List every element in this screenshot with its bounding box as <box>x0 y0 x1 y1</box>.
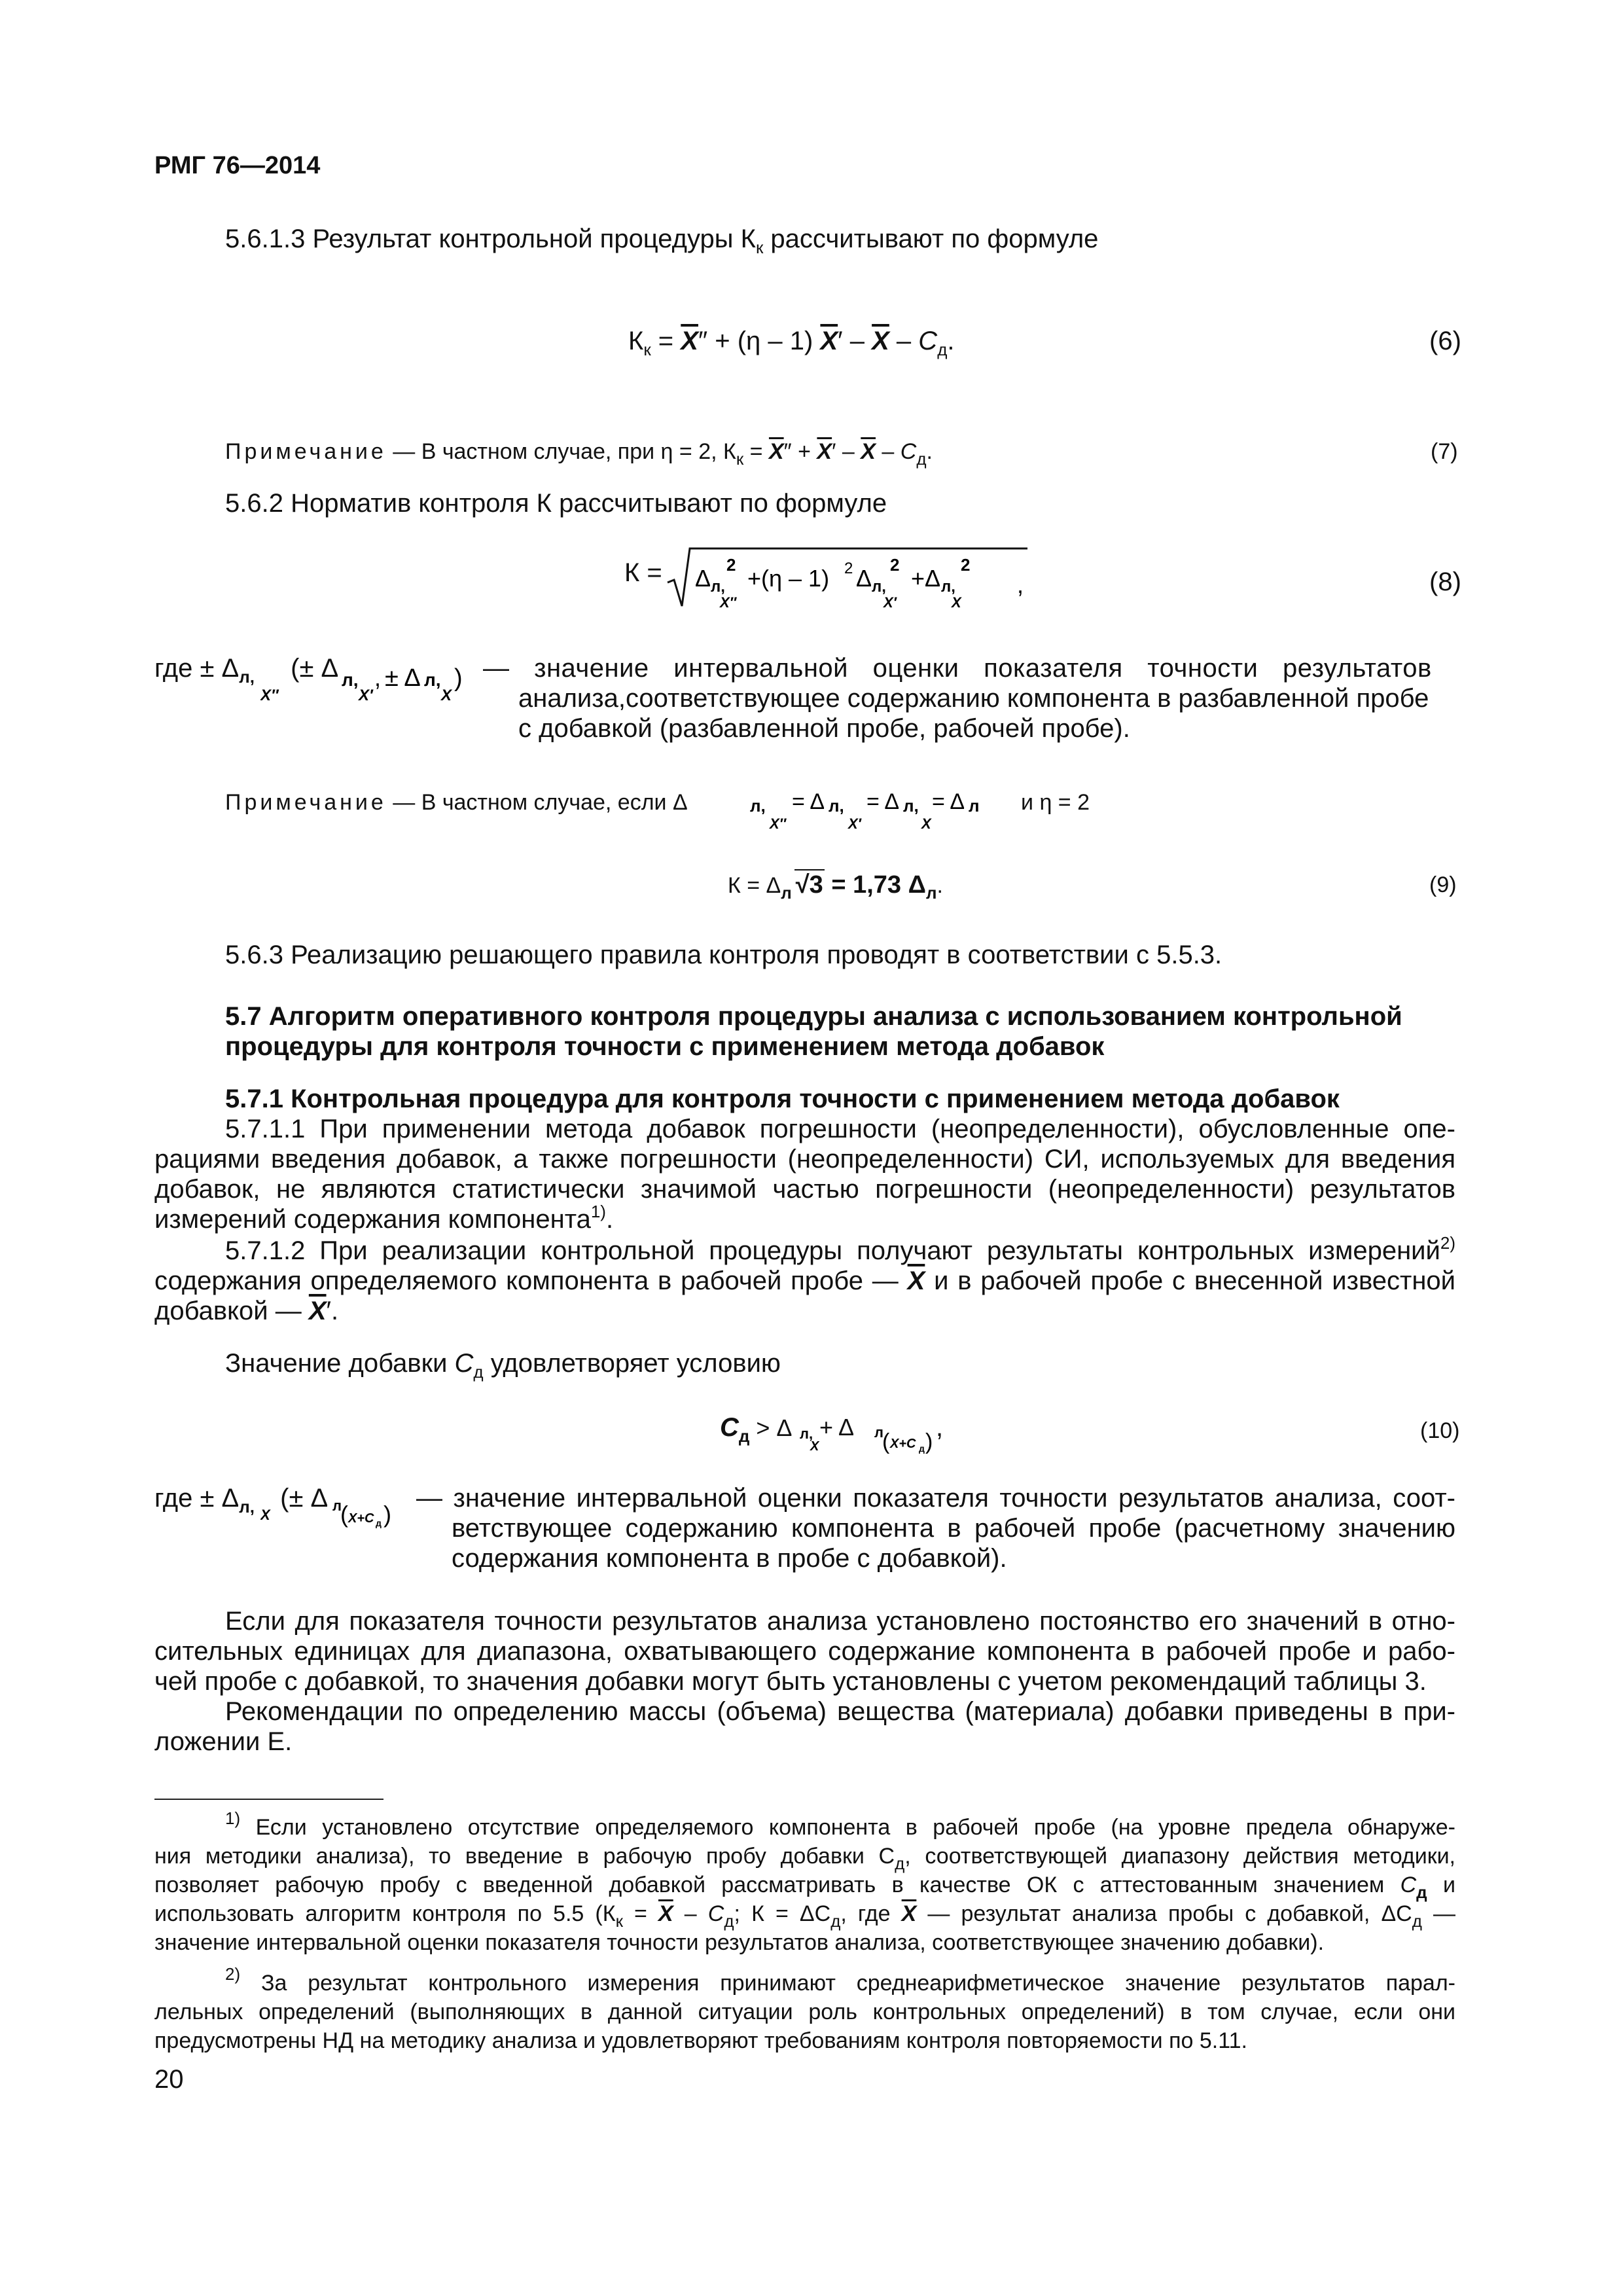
delta-subscript: л <box>969 796 980 816</box>
formula-10-number: (10) <box>1420 1418 1460 1443</box>
subscript: д <box>1412 1911 1422 1931</box>
footnote-2-text: За результат контрольного измерения принимают среднеарифметическое значение результатов парал- <box>260 1971 1455 1996</box>
subscript: д <box>916 449 927 469</box>
c-symbol: C <box>707 1901 724 1926</box>
where-lead-text: где ± Δ <box>154 654 240 683</box>
para-5-7-1-1-text: измерений содержания компонента <box>154 1205 591 1234</box>
subscript: л, <box>239 1497 255 1516</box>
delta-subscript: л <box>874 1424 883 1441</box>
prime-mark: ′ <box>326 1297 332 1325</box>
section-5-7-1-title: 5.7.1 Контрольная процедура для контроля точности с применением метода добавок <box>225 1085 1340 1113</box>
x-bar-sub: X <box>260 1507 270 1523</box>
sqrt-value: 3 <box>809 871 823 899</box>
c-symbol: C <box>720 1413 739 1442</box>
page-number: 20 <box>154 2065 184 2094</box>
close-paren: ) <box>925 1429 933 1454</box>
footnote-mark-2: 2) <box>225 1964 241 1984</box>
footnote-2-line-1 <box>225 1964 1455 1998</box>
para-5-7-1-2-text: добавкой — <box>154 1297 309 1325</box>
footnote-1-line-1 <box>225 1808 1455 1842</box>
c-symbol: С <box>1400 1873 1417 1897</box>
formula-10-comma: , <box>936 1413 944 1442</box>
where-10-desc-2: ветствующее содержанию компонента в рабочей пробе (расчетному значению <box>452 1514 1455 1543</box>
x-double-prime-sub: X″ <box>770 816 787 832</box>
note-label: Примечание <box>225 790 387 815</box>
para-5-7-1-1-line-3: добавок, не являются статистически значимой частью погрешности (неопределенности) результатов <box>154 1175 1455 1204</box>
formula-6-lhs: К <box>628 327 644 355</box>
para-5-7-1-2-line-1 <box>225 1234 1455 1267</box>
section-5-6-2: 5.6.2 Норматив контроля К рассчитывают по формуле <box>225 489 887 518</box>
formula-7-number: (7) <box>1431 439 1458 464</box>
formula-6-number: (6) <box>1429 327 1461 355</box>
where-8-subscripts <box>260 666 509 706</box>
x-prime: $\overline{X}$ <box>308 1297 327 1325</box>
formula-9 <box>728 869 943 903</box>
formula-6-mid: + (η – 1) <box>707 327 821 355</box>
x-prime-sub: X′ <box>848 816 861 832</box>
delta-subscript: л, <box>941 578 955 596</box>
x-bar: $\overline{X}$ <box>658 1901 673 1926</box>
note-9-text: — В частном случае, если Δ <box>386 790 688 815</box>
minus-sign: – <box>842 327 872 355</box>
equals-delta: = Δ <box>792 789 825 814</box>
para-5-7-1-2-text: содержания определяемого компонента в рабочей пробе — <box>154 1266 908 1295</box>
dot: . <box>947 327 955 355</box>
delta-subscript: л, <box>829 796 844 816</box>
delta-subscript: л, <box>342 670 359 690</box>
sqrt-symbol: √ <box>795 871 810 899</box>
prime-mark: ′ <box>838 327 843 355</box>
footnote-1-text: использовать алгоритм контроля по 5.5 (К <box>154 1901 616 1926</box>
footnote-1-text: — результат анализа пробы с добавкой, ΔC <box>916 1901 1412 1926</box>
subscript: д <box>738 1426 750 1446</box>
para-5-7-1-1-line-4 <box>154 1203 613 1236</box>
subscript: д <box>937 340 948 359</box>
para-5-7-1-1-line-1: 5.7.1.1 При применении метода добавок погрешности (неопределенности), обусловленные опе- <box>225 1115 1455 1143</box>
formula-8 <box>624 556 662 589</box>
footnote-1-line-2 <box>154 1842 1455 1871</box>
subscript: л <box>781 883 792 903</box>
footnote-1-line-3 <box>154 1871 1455 1902</box>
formula-8-number: (8) <box>1429 567 1461 596</box>
delta-subscript: л, <box>872 578 886 596</box>
formula-6 <box>628 325 954 357</box>
note-label: Примечание <box>225 439 387 464</box>
x-double-prime-sub: X″ <box>260 687 279 704</box>
section-5-6-1-3-tail: рассчитывают по формуле <box>763 224 1099 253</box>
delta-subscript: л, <box>424 670 441 690</box>
footnote-ref-1[interactable]: 1) <box>590 1202 606 1221</box>
c-symbol: C <box>900 439 917 464</box>
section-5-6-1-3 <box>225 223 1098 255</box>
where-paren-text: (± Δ <box>291 654 339 683</box>
square-power: 2 <box>726 555 736 575</box>
dot: . <box>926 439 933 464</box>
footnote-1-line-4 <box>154 1899 1455 1931</box>
x-double-prime-sub: X″ <box>720 594 737 609</box>
sqrt-radicand <box>794 869 825 899</box>
footnote-1-text: , соответствующей диапазону действия методики, <box>904 1844 1456 1869</box>
delta-term-3: +Δ <box>911 565 941 592</box>
equals-sign: = <box>651 327 681 355</box>
where-8-desc-2: анализа,соответствующее содержанию компонента в разбавленной пробе <box>518 684 1429 713</box>
doc-code-header: РМГ 76—2014 <box>154 152 321 179</box>
note-9-and-eta: и η = 2 <box>1021 790 1090 815</box>
subscript: д <box>895 1854 905 1873</box>
footnote-2-line-2: лельных определений (выполняющих в данной ситуации роль контрольных определений) в том случае, если они <box>154 2000 1455 2024</box>
where-lead-text: где ± Δ <box>154 1484 240 1513</box>
minus-sign: – <box>889 327 919 355</box>
dot: . <box>936 873 943 898</box>
x-bar-sub: X <box>952 594 961 609</box>
formula-9-lhs: К = Δ <box>728 873 781 898</box>
x-double-prime: $\overline{X}$ <box>681 327 698 355</box>
comma: , <box>374 666 382 691</box>
footnote-1-text: позволяет рабочую пробу с введенной добавкой рассматривать в качестве ОК с аттестованным значением <box>154 1873 1400 1897</box>
c-symbol: C <box>454 1349 474 1378</box>
equals-delta: = Δ <box>866 789 900 814</box>
section-5-7-title-line-1: 5.7 Алгоритм оперативного контроля процедуры анализа с использованием контрольной <box>225 1002 1402 1031</box>
subscript: д <box>919 1443 925 1454</box>
delta-subscript: л, <box>800 1426 813 1442</box>
subscript: д <box>376 1518 382 1528</box>
where-10-desc-3: содержания компонента в пробе с добавкой). <box>452 1544 1007 1573</box>
open-paren: ( <box>340 1501 348 1528</box>
dot: . <box>605 1205 614 1234</box>
where-10-desc-1: — значение интервальной оценки показателя точности результатов анализа, соот- <box>416 1484 1455 1513</box>
close-paren: ) <box>454 666 463 692</box>
para-constancy-line-1: Если для показателя точности результатов анализа установлено постоянство его значений в отно- <box>225 1607 1455 1636</box>
addition-condition-text <box>225 1347 781 1380</box>
footnote-1-text: , где <box>840 1901 902 1926</box>
square-power: 2 <box>961 555 971 575</box>
delta-subscript: л <box>332 1498 342 1514</box>
footnote-mark-1: 1) <box>225 1808 241 1828</box>
plus-sign: + <box>791 439 817 464</box>
comma: , <box>1017 571 1024 598</box>
greater-than-delta: > Δ <box>749 1414 793 1441</box>
prime-mark: ″ <box>698 327 708 355</box>
eta-term: +(η – 1) <box>747 565 830 592</box>
minus-sign: – <box>673 1901 708 1926</box>
footnote-ref-2[interactable]: 2) <box>1440 1233 1455 1253</box>
prime-mark: ′ <box>832 439 836 464</box>
para-recommendations-line-1: Рекомендации по определению массы (объема) вещества (материала) добавки приведены в при- <box>225 1697 1455 1726</box>
para-5-7-1-2-text: 5.7.1.2 При реализации контрольной процедуры получают результаты контрольных измерений <box>225 1236 1440 1265</box>
close-paren: ) <box>383 1501 391 1528</box>
subscript: л <box>925 883 937 903</box>
footnote-1-text: Если установлено отсутствие определяемого компонента в рабочей пробе (на уровне предела обнаруже- <box>255 1815 1455 1840</box>
delta-subscript: л, <box>711 578 725 596</box>
x-bar: $\overline{X}$ <box>861 439 876 464</box>
footnote-separator <box>154 1799 383 1800</box>
subscript: д <box>1416 1882 1427 1902</box>
footnote-1-text: и <box>1427 1873 1455 1897</box>
delta-subscript: л, <box>903 796 919 816</box>
dot: . <box>331 1297 339 1325</box>
x-prime-sub: X′ <box>359 687 373 704</box>
condition-tail: удовлетворяет условию <box>483 1349 781 1378</box>
prime-mark: ″ <box>783 439 792 464</box>
para-constancy-line-2: сительных единицах для диапазона, охватывающего содержание компонента в рабочей пробе и рабо- <box>154 1637 1455 1666</box>
footnote-1-text: ; К = ΔC <box>734 1901 831 1926</box>
x-bar: $\overline{X}$ <box>901 1901 917 1926</box>
minus-sign: – <box>875 439 901 464</box>
x-plus-c-sub: X+C <box>348 1511 374 1526</box>
open-paren: ( <box>882 1429 890 1454</box>
subscript: л, <box>239 667 255 687</box>
subscript: д <box>830 1911 841 1931</box>
note-7-text: — В частном случае, при η = 2, К <box>386 439 736 464</box>
square-power: 2 <box>890 555 900 575</box>
x-bar-sub: X <box>441 687 452 704</box>
formula-10-plus: + Δ <box>819 1414 855 1441</box>
subscript: д <box>473 1362 484 1382</box>
equals-sign: = <box>743 439 769 464</box>
where-8-desc-3: с добавкой (разбавленной пробе, рабочей пробе). <box>518 714 1130 743</box>
x-bar: $\overline{X}$ <box>872 327 889 355</box>
minus-sign: – <box>836 439 861 464</box>
subscript: к <box>755 238 764 257</box>
para-recommendations-line-2: ложении Е. <box>154 1727 293 1756</box>
note-7 <box>225 437 933 469</box>
subscript: д <box>724 1911 734 1931</box>
x-prime: $\overline{X}$ <box>817 439 832 464</box>
x-bar-sub: X <box>921 816 931 832</box>
section-5-6-3: 5.6.3 Реализацию решающего правила контроля проводят в соответствии с 5.5.3. <box>225 941 1222 969</box>
condition-text: Значение добавки <box>225 1349 455 1378</box>
c-symbol: C <box>918 327 938 355</box>
where-10-subscripts <box>260 1491 431 1537</box>
subscript: к <box>736 449 744 469</box>
delta-subscript: л, <box>750 796 766 816</box>
formula-8-radical <box>666 543 1033 609</box>
square-power: 2 <box>844 560 853 577</box>
pm-delta: ± Δ <box>385 666 421 692</box>
x-prime-sub: X′ <box>883 594 897 609</box>
x-bar-sub: X <box>810 1439 819 1454</box>
note-9 <box>225 788 688 817</box>
delta-term-1: Δ <box>695 565 711 592</box>
para-5-7-1-2-line-2 <box>154 1265 1455 1297</box>
para-5-7-1-2-line-3 <box>154 1295 338 1327</box>
x-plus-c-sub: X+C <box>890 1437 916 1451</box>
para-5-7-1-1-line-2: рациями введения добавок, а также погрешности (неопределенности) СИ, используемых для введения <box>154 1145 1455 1174</box>
equals-delta: = Δ <box>932 789 965 814</box>
equals-sign: = <box>622 1901 658 1926</box>
para-5-7-1-2-text: и в рабочей пробе с внесенной известной <box>925 1266 1455 1295</box>
section-5-6-1-3-text: 5.6.1.3 Результат контрольной процедуры К <box>225 224 756 253</box>
footnote-1-text: ния методики анализа), то введение в рабочую пробу добавки С <box>154 1844 895 1869</box>
formula-10 <box>720 1411 792 1444</box>
delta-term-2: Δ <box>856 565 872 592</box>
subscript: к <box>643 340 651 359</box>
where-paren-text: (± Δ <box>280 1484 329 1513</box>
x-bar: $\overline{X}$ <box>907 1266 925 1295</box>
x-prime: $\overline{X}$ <box>820 327 838 355</box>
footnote-1-line-5: значение интервальной оценки показателя точности результатов анализа, соответствующее значению добавки). <box>154 1930 1325 1955</box>
formula-9-rhs: = 1,73 Δ <box>824 871 926 899</box>
formula-8-lhs: К = <box>624 558 662 587</box>
where-8-desc-1: — значение интервальной оценки показателя точности результатов <box>483 654 1432 683</box>
footnote-2-line-3: предусмотрены НД на методику анализа и удовлетворяют требованиям контроля повторяемости по 5.11. <box>154 2028 1247 2053</box>
para-constancy-line-3: чей пробе с добавкой, то значения добавки могут быть установлены с учетом рекомендаций таблицы 3. <box>154 1667 1427 1696</box>
footnote-1-text: — <box>1421 1901 1455 1926</box>
x-double-prime: $\overline{X}$ <box>768 439 784 464</box>
formula-9-number: (9) <box>1429 872 1457 897</box>
section-5-7-title-line-2: процедуры для контроля точности с применением метода добавок <box>225 1032 1105 1061</box>
subscript: к <box>615 1911 623 1931</box>
